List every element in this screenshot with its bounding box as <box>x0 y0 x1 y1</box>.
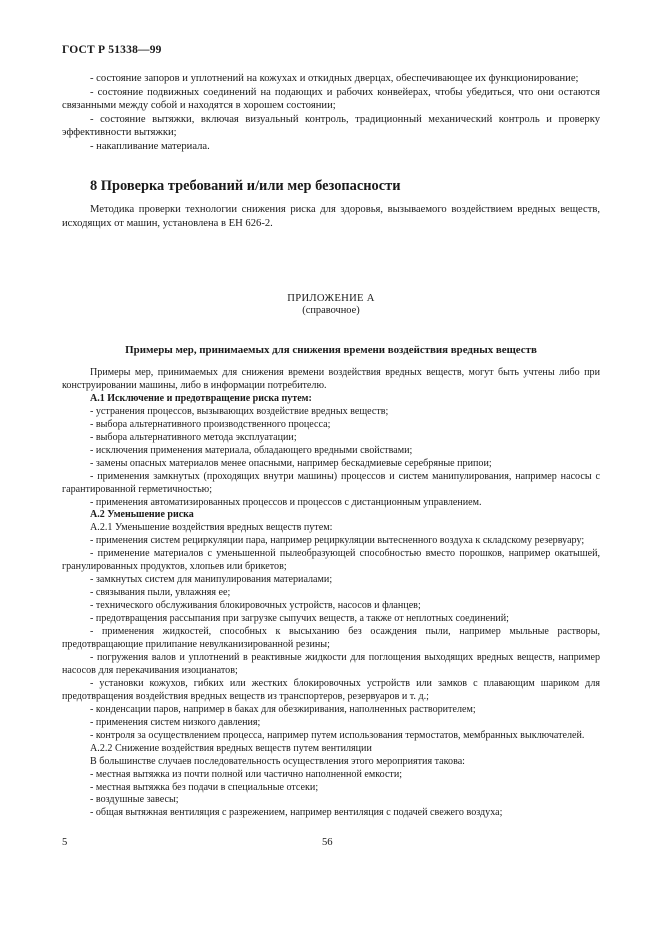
list-item: - состояние вытяжки, включая визуальный контроль, традиционный механический контроль и проверку эффективности вытяжки; <box>62 113 600 139</box>
standard-header: ГОСТ Р 51338—99 <box>62 44 162 56</box>
a22-heading: А.2.2 Снижение воздействия вредных веществ путем вентиляции <box>90 742 372 754</box>
section-8-title: 8 Проверка требований и/или мер безопасности <box>90 178 401 194</box>
list-item: - исключения применения материала, обладающего вредными свойствами; <box>90 444 413 456</box>
list-item: - накапливание материала. <box>90 140 210 152</box>
list-item: - устранения процессов, вызывающих воздействие вредных веществ; <box>90 405 389 417</box>
appendix-intro: Примеры мер, принимаемых для снижения времени воздействия вредных веществ, могут быть учтены либо при конструировании машины, либо в информации потребителю. <box>62 367 600 391</box>
list-item: - общая вытяжная вентиляция с разрежением, например вентиляция с подачей свежего воздуха; <box>90 807 503 819</box>
list-item: - применение материалов с уменьшенной пылеобразующей способностью вместо порошков, например окатышей, гранулированных продуктов, хлопьев или брикетов; <box>62 548 600 573</box>
list-item: - конденсации паров, например в баках для обезжиривания, наполненных растворителем; <box>90 703 476 715</box>
list-item: - применения жидкостей, способных к высыханию без осаждения пыли, например мыльные растворы, предотвращающие прилипание невулканизированной резины; <box>62 626 600 651</box>
list-item: - воздушные завесы; <box>90 794 179 806</box>
list-item: - связывания пыли, увлажняя ее; <box>90 587 231 599</box>
section-8-text-block <box>62 203 600 230</box>
list-item: - погружения валов и уплотнений в реактивные жидкости для поглощения выходящих вредных веществ, например насосов для перекачивания изоцианатов; <box>62 651 600 676</box>
list-item: - выбора альтернативного метода эксплуатации; <box>90 431 297 443</box>
list-item: - замкнутых систем для манипулирования материалами; <box>90 574 333 586</box>
list-item: - местная вытяжка из почти полной или частично наполненной емкости; <box>90 768 403 780</box>
list-item: - контроля за осуществлением процесса, например путем использования термостатов, мембранных выключателей. <box>90 729 585 741</box>
a2-heading: А.2 Уменьшение риска <box>90 509 194 521</box>
list-item: - установки кожухов, гибких или жестких блокировочных устройств или замков с плавающим шариком для предотвращения воздействия вредных веществ из транспортеров, резервуаров и т. д.; <box>62 677 600 702</box>
list-item: - применения замкнутых (проходящих внутри машины) процессов и систем манипулирования, например насосы с гарантированной герметичностью; <box>62 470 600 495</box>
appendix-type: (справочное) <box>302 305 360 316</box>
list-item: - местная вытяжка без подачи в специальные отсеки; <box>90 781 319 793</box>
a21-heading: А.2.1 Уменьшение воздействия вредных веществ путем: <box>90 522 333 534</box>
section-8-text: Методика проверки технологии снижения риска для здоровья, вызываемого воздействием вредных веществ, исходящих от машин, установлена в ЕН 626-2. <box>62 204 600 229</box>
list-item: - состояние подвижных соединений на подающих и рабочих конвейерах, чтобы убедиться, что они остаются связанными между собой и находятся в хорошем состоянии; <box>62 86 600 112</box>
list-item: - технического обслуживания блокировочных устройств, насосов и фланцев; <box>90 600 421 612</box>
footer-left-number: 5 <box>62 837 68 848</box>
list-item: - применения автоматизированных процессов и процессов с дистанционным управлением. <box>90 496 482 508</box>
a22-intro: В большинстве случаев последовательность осуществления этого мероприятия такова: <box>90 755 465 767</box>
list-item: - выбора альтернативного производственного процесса; <box>90 418 331 430</box>
a1-heading: А.1 Исключение и предотвращение риска путем: <box>90 392 312 404</box>
list-item: - применения систем низкого давления; <box>90 716 261 728</box>
top-items-block <box>62 72 600 154</box>
list-item: - состояние запоров и уплотнений на кожухах и откидных дверцах, обеспечивающее их функционирование; <box>90 73 579 84</box>
page-number: 56 <box>322 837 333 848</box>
list-item: - применения систем рециркуляции пара, например рециркуляции вытесненного воздуха к складскому резервуару; <box>90 535 585 547</box>
appendix-title: Примеры мер, принимаемых для снижения времени воздействия вредных веществ <box>125 344 537 356</box>
list-item: - предотвращения рассыпания при загрузке сыпучих веществ, а также от неплотных соединений; <box>90 613 509 625</box>
list-item: - замены опасных материалов менее опасными, например бескадмиевые серебряные припои; <box>90 457 492 469</box>
appendix-label: ПРИЛОЖЕНИЕ А <box>287 293 375 304</box>
appendix-body <box>62 367 600 820</box>
